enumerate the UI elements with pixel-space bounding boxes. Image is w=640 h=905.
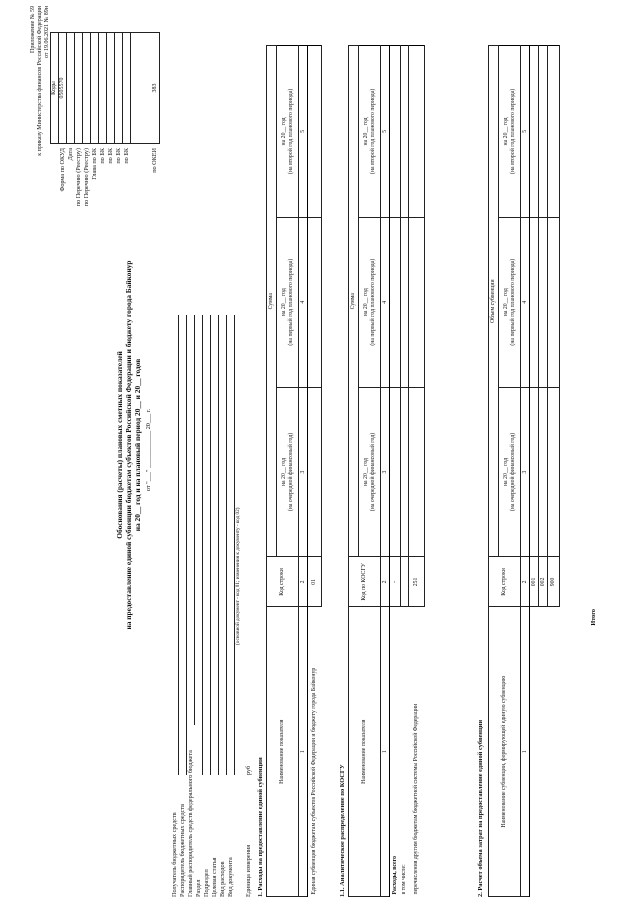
s11-row-total-y2 <box>390 217 401 387</box>
s11-row-total-y1 <box>390 387 401 557</box>
s2-head-y2: на 20__ год (на первый год планового периода) <box>499 217 521 387</box>
s2-num-1: 1 <box>521 607 530 897</box>
codes-bk2-label: по БК <box>99 148 106 164</box>
s2-num-3: 3 <box>521 387 530 557</box>
unit-value: руб <box>245 765 252 775</box>
codes-date-label: Дата <box>67 148 74 161</box>
s11-row-total-code: - <box>390 557 401 607</box>
s11-num-3: 3 <box>381 387 390 557</box>
label-subsection: Подраздел <box>203 869 210 897</box>
appendix-line-1: Приложение № 59 <box>30 6 36 53</box>
s11-num-4: 4 <box>381 217 390 387</box>
s1-row-label: Единая субвенция бюджетам субъектов Российской Федерации и бюджету города Байконур <box>308 607 322 897</box>
label-unit: Единица измерения <box>245 844 252 897</box>
section11-title: 1.1. Аналитическое распределение по КОСГУ <box>339 764 346 897</box>
s11-num-5: 5 <box>381 46 390 218</box>
s11-row-total-label: Расходы, всего <box>390 607 401 897</box>
s1-head-y1: на 20__ год (на очередной финансовый год) <box>277 387 299 557</box>
s2-head-vol: Объем субвенции <box>489 46 499 557</box>
codes-okud-value: 0505570 <box>59 77 65 99</box>
s2-head-y1: на 20__ год (на очередной финансовый год) <box>499 387 521 557</box>
appendix-line-2: к приказу Министерства финансов Российской Федерации <box>37 6 43 156</box>
codes-header: Коды <box>51 81 57 95</box>
label-target-article: Целевая статья <box>211 857 218 897</box>
codes-okei-value: 383 <box>152 83 158 93</box>
form-date-line: от "___" ____________ 20___ г. <box>145 408 152 492</box>
s2-num-4: 4 <box>521 217 530 387</box>
codes-bk4-label: по БК <box>115 148 122 164</box>
codes-reg2-label: по Перечню (Реестру) <box>83 148 90 207</box>
label-section: Раздел <box>195 879 202 897</box>
s2-total-label: Итого <box>590 609 597 626</box>
s11-row-total-y3 <box>390 46 401 218</box>
section1-title: 1. Расходы на предоставление единой субвенции <box>257 757 264 897</box>
section11-table <box>348 45 425 897</box>
codes-reg1-label: по Перечню (Реестру) <box>75 148 82 207</box>
s1-num-4: 4 <box>299 217 308 387</box>
s1-num-2: 2 <box>299 557 308 607</box>
codes-okei-label: по ОКЕИ <box>151 148 158 173</box>
s2-total-code: 900 <box>548 557 560 607</box>
appendix-line-3: от 19.06.2021 № 89н <box>44 6 50 58</box>
s11-row-transfer-code: 251 <box>409 557 425 607</box>
s11-head-y3: на 20__ год (на второй год планового периода) <box>359 46 381 218</box>
section2-title: 2. Расчет объема затрат на предоставление единой субвенции <box>477 719 484 897</box>
s1-head-name: Наименование показателя <box>267 607 299 897</box>
s11-head-y2: на 20__ год (на первый год планового периода) <box>359 217 381 387</box>
s1-num-1: 1 <box>299 607 308 897</box>
label-distributor: Распорядитель бюджетных средств <box>179 803 186 897</box>
s2-row-code-001: 001 <box>530 557 539 607</box>
s11-row-incl-label: в том числе: <box>401 607 409 897</box>
label-document-type: Вид документа <box>227 857 234 897</box>
s2-head-code: Код строки <box>489 557 521 607</box>
s11-head-sum: Сумма <box>349 46 359 557</box>
form-period: на 20__ год и на плановый период 20__ и 20__ годов <box>133 358 142 532</box>
s1-head-y3: на 20__ год (на второй год планового периода) <box>277 46 299 218</box>
s11-num-1: 1 <box>381 607 390 897</box>
s11-head-name: Наименование показателя <box>349 607 381 897</box>
s1-num-5: 5 <box>299 46 308 218</box>
s2-head-name: Наименование субвенции, формирующей единую субвенцию <box>489 607 521 897</box>
form-title: Обоснования (расчеты) плановых сметных показателей <box>115 351 124 539</box>
label-expense-type: Вид расходов <box>219 861 226 897</box>
s2-head-y3: на 20__ год (на второй год планового периода) <box>499 46 521 218</box>
form-subtitle: на предоставление единой субвенции бюджетам субъектов Российской Федерации и бюджету города Байконур <box>124 260 133 630</box>
section2-table <box>488 45 560 897</box>
s1-row-y1 <box>308 387 322 557</box>
label-recipient: Получатель бюджетных средств <box>171 812 178 897</box>
s2-row-code-002: 002 <box>539 557 548 607</box>
s1-row-y3 <box>308 46 322 218</box>
codes-okud-label: Форма по ОКУД <box>59 148 66 192</box>
codes-bk1-label: Глава по БК <box>91 148 98 180</box>
s11-head-y1: на 20__ год (на очередной финансовый год) <box>359 387 381 557</box>
s1-head-y2: на 20__ год (на первый год планового периода) <box>277 217 299 387</box>
s11-head-kosgu: Код по КОСГУ <box>349 557 381 607</box>
s1-head-code: Код строки <box>267 557 299 607</box>
codes-bk3-label: по БК <box>107 148 114 164</box>
s1-head-sum: Сумма <box>267 46 277 557</box>
s1-row-code: 01 <box>308 557 322 607</box>
section1-table <box>266 45 322 897</box>
doc-type-hint: (основной документ - код 01; изменения к документу - код 02) <box>235 507 241 645</box>
codes-bk5-label: по БК <box>123 148 130 164</box>
label-main-distributor: Главный распорядитель средств федерального бюджета <box>187 750 194 897</box>
s2-num-5: 5 <box>521 46 530 218</box>
s11-num-2: 2 <box>381 557 390 607</box>
s1-num-3: 3 <box>299 387 308 557</box>
s1-row-y2 <box>308 217 322 387</box>
s11-row-transfer-label: перечисления другим бюджетам бюджетной системы Российской Федерации <box>409 607 425 897</box>
s2-num-2: 2 <box>521 557 530 607</box>
